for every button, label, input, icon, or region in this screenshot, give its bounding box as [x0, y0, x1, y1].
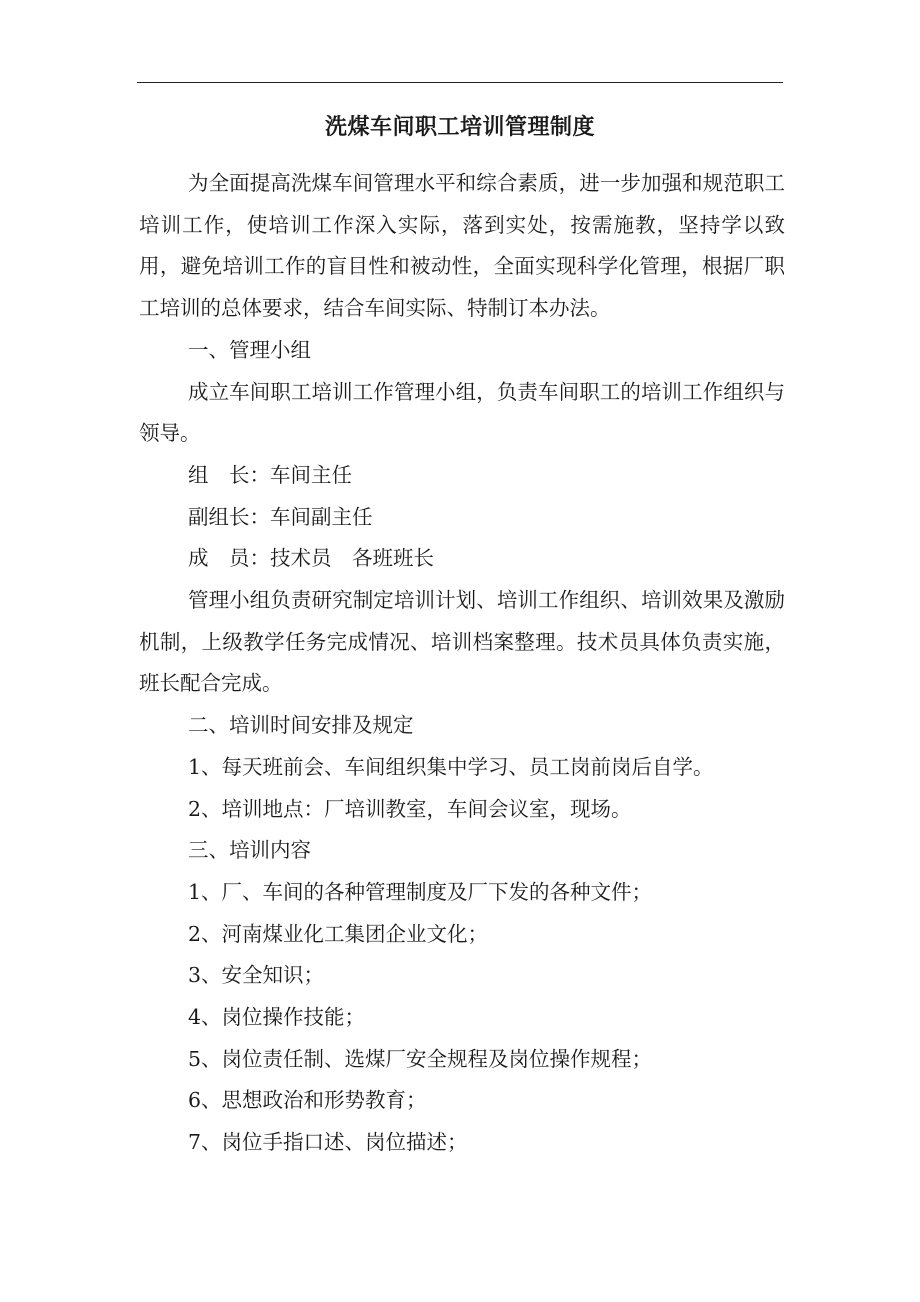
section-heading-content: 三、培训内容: [188, 838, 311, 863]
member-line-deputy: 副组长：车间副主任: [188, 504, 373, 529]
section-heading-management-group: 一、管理小组: [188, 337, 311, 362]
content-item: 7、岗位手指口述、岗位描述；: [188, 1130, 468, 1155]
duties-paragraph: 管理小组负责研究制定培训计划、培训工作组织、培训效果及激励机制，上级教学任务完成情况、培训档案整理。技术员具体负责实施，班长配合完成。: [139, 588, 785, 696]
content-item: 5、岗位责任制、选煤厂安全规程及岗位操作规程；: [188, 1046, 653, 1071]
content-item: 2、河南煤业化工集团企业文化；: [188, 921, 489, 946]
member-line-leader: 组 长：车间主任: [188, 462, 352, 487]
intro-paragraph: 为全面提高洗煤车间管理水平和综合素质，进一步加强和规范职工培训工作，使培训工作深入实际，落到实处，按需施教，坚持学以致用，避免培训工作的盲目性和被动性，全面实现科学化管理，根据厂职工培训的总体要求，结合车间实际、特制订本办法。: [139, 171, 785, 321]
management-group-paragraph: 成立车间职工培训工作管理小组，负责车间职工的培训工作组织与领导。: [139, 379, 785, 446]
document-title: 洗煤车间职工培训管理制度: [324, 115, 595, 140]
document-body: [139, 163, 785, 1164]
content-item: 4、岗位操作技能；: [188, 1005, 366, 1030]
content-item: 3、安全知识；: [188, 963, 325, 988]
schedule-item: 2、培训地点：厂培训教室，车间会议室，现场。: [188, 796, 632, 821]
section-heading-schedule: 二、培训时间安排及规定: [188, 713, 414, 738]
content-item: 1、厂、车间的各种管理制度及厂下发的各种文件；: [188, 879, 653, 904]
member-line-members: 成 员：技术员 各班班长: [188, 546, 434, 571]
header-rule: [137, 82, 783, 83]
schedule-item: 1、每天班前会、车间组织集中学习、员工岗前岗后自学。: [188, 754, 714, 779]
content-item: 6、思想政治和形势教育；: [188, 1088, 427, 1113]
